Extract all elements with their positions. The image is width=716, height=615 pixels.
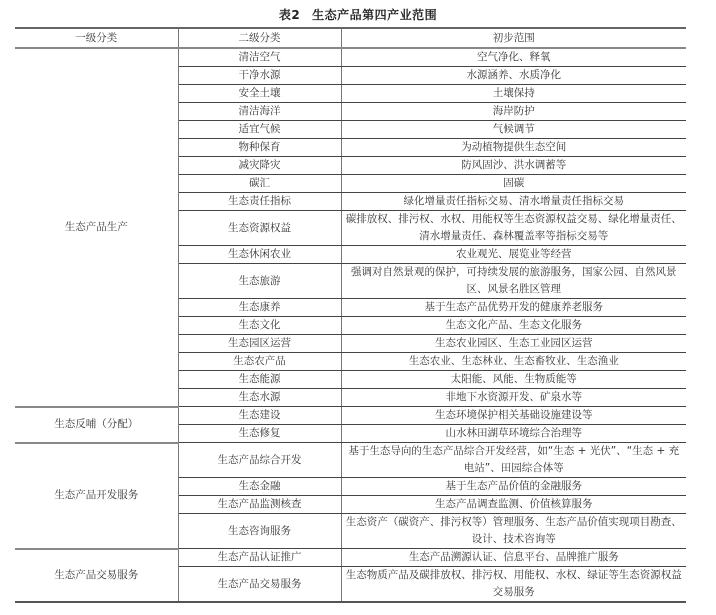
scope-cell: 非地下水资源开发、矿泉水等 — [341, 389, 686, 407]
level2-cell: 生态修复 — [178, 425, 341, 443]
table-row — [15, 407, 686, 425]
level1-cell: 生态产品生产 — [15, 48, 178, 407]
table-row — [15, 549, 686, 567]
level2-cell: 生态资源权益 — [178, 211, 341, 246]
scope-cell: 基于生态产品价值的金融服务 — [341, 478, 686, 496]
level2-cell: 生态文化 — [178, 317, 341, 335]
scope-cell: 碳排放权、排污权、水权、用能权等生态资源权益交易、绿化增量责任、清水增量责任、森林覆盖率等指标交易等 — [341, 211, 686, 246]
level1-cell: 生态产品交易服务 — [15, 549, 178, 603]
scope-cell: 生态农业园区、生态工业园区运营 — [341, 335, 686, 353]
industry-scope-table — [15, 27, 686, 603]
level2-cell: 生态水源 — [178, 389, 341, 407]
header-level2: 二级分类 — [178, 28, 341, 48]
scope-cell: 生态农业、生态林业、生态畜牧业、生态渔业 — [341, 353, 686, 371]
scope-cell: 生态产品调查监测、价值核算服务 — [341, 496, 686, 514]
scope-cell: 空气净化、释氧 — [341, 48, 686, 67]
level2-cell: 生态建设 — [178, 407, 341, 425]
level2-cell: 生态产品交易服务 — [178, 567, 341, 603]
scope-cell: 生态资产（碳资产、排污权等）管理服务、生态产品价值实现项目勘查、设计、技术咨询等 — [341, 514, 686, 549]
level2-cell: 生态咨询服务 — [178, 514, 341, 549]
scope-cell: 土壤保持 — [341, 85, 686, 103]
level2-cell: 减灾降灾 — [178, 157, 341, 175]
scope-cell: 生态产品溯源认证、信息平台、品牌推广服务 — [341, 549, 686, 567]
header-level1: 一级分类 — [15, 28, 178, 48]
table-row — [15, 48, 686, 67]
scope-cell: 为动植物提供生态空间 — [341, 139, 686, 157]
level2-cell: 清洁空气 — [178, 48, 341, 67]
scope-cell: 农业观光、展览业等经营 — [341, 246, 686, 264]
header-scope: 初步范围 — [341, 28, 686, 48]
scope-cell: 生态物质产品及碳排放权、排污权、用能权、水权、绿证等生态资源权益交易服务 — [341, 567, 686, 603]
table-number: 表2 — [278, 8, 301, 22]
level2-cell: 清洁海洋 — [178, 103, 341, 121]
level2-cell: 碳汇 — [178, 175, 341, 193]
scope-cell: 水源涵养、水质净化 — [341, 67, 686, 85]
scope-cell: 绿化增量责任指标交易、清水增量责任指标交易 — [341, 193, 686, 211]
table-caption — [0, 6, 716, 23]
level2-cell: 生态金融 — [178, 478, 341, 496]
scope-cell: 基于生态产品优势开发的健康养老服务 — [341, 299, 686, 317]
level2-cell: 生态农产品 — [178, 353, 341, 371]
level1-cell: 生态产品开发服务 — [15, 443, 178, 549]
scope-cell: 山水林田湖草环境综合治理等 — [341, 425, 686, 443]
scope-cell: 太阳能、风能、生物质能等 — [341, 371, 686, 389]
header-row — [15, 28, 686, 48]
level2-cell: 生态产品监测核查 — [178, 496, 341, 514]
level2-cell: 干净水源 — [178, 67, 341, 85]
table-row — [15, 443, 686, 478]
scope-cell: 气候调节 — [341, 121, 686, 139]
level2-cell: 安全土壤 — [178, 85, 341, 103]
level2-cell: 物种保育 — [178, 139, 341, 157]
scope-cell: 防风固沙、洪水调蓄等 — [341, 157, 686, 175]
scope-cell: 生态环境保护相关基础设施建设等 — [341, 407, 686, 425]
scope-cell: 生态文化产品、生态文化服务 — [341, 317, 686, 335]
level2-cell: 适宜气候 — [178, 121, 341, 139]
level2-cell: 生态产品综合开发 — [178, 443, 341, 478]
level2-cell: 生态产品认证推广 — [178, 549, 341, 567]
level2-cell: 生态园区运营 — [178, 335, 341, 353]
scope-cell: 强调对自然景观的保护，可持续发展的旅游服务，国家公园、自然风景区、风景名胜区管理 — [341, 264, 686, 299]
level2-cell: 生态责任指标 — [178, 193, 341, 211]
level2-cell: 生态康养 — [178, 299, 341, 317]
scope-cell: 基于生态导向的生态产品综合开发经营，如“生态 + 光伏”、“生态 + 充电站”、田园综合体等 — [341, 443, 686, 478]
scope-cell: 固碳 — [341, 175, 686, 193]
level1-cell: 生态反哺（分配） — [15, 407, 178, 443]
level2-cell: 生态能源 — [178, 371, 341, 389]
level2-cell: 生态旅游 — [178, 264, 341, 299]
level2-cell: 生态休闲农业 — [178, 246, 341, 264]
scope-cell: 海岸防护 — [341, 103, 686, 121]
table-title: 生态产品第四产业范围 — [312, 8, 438, 22]
